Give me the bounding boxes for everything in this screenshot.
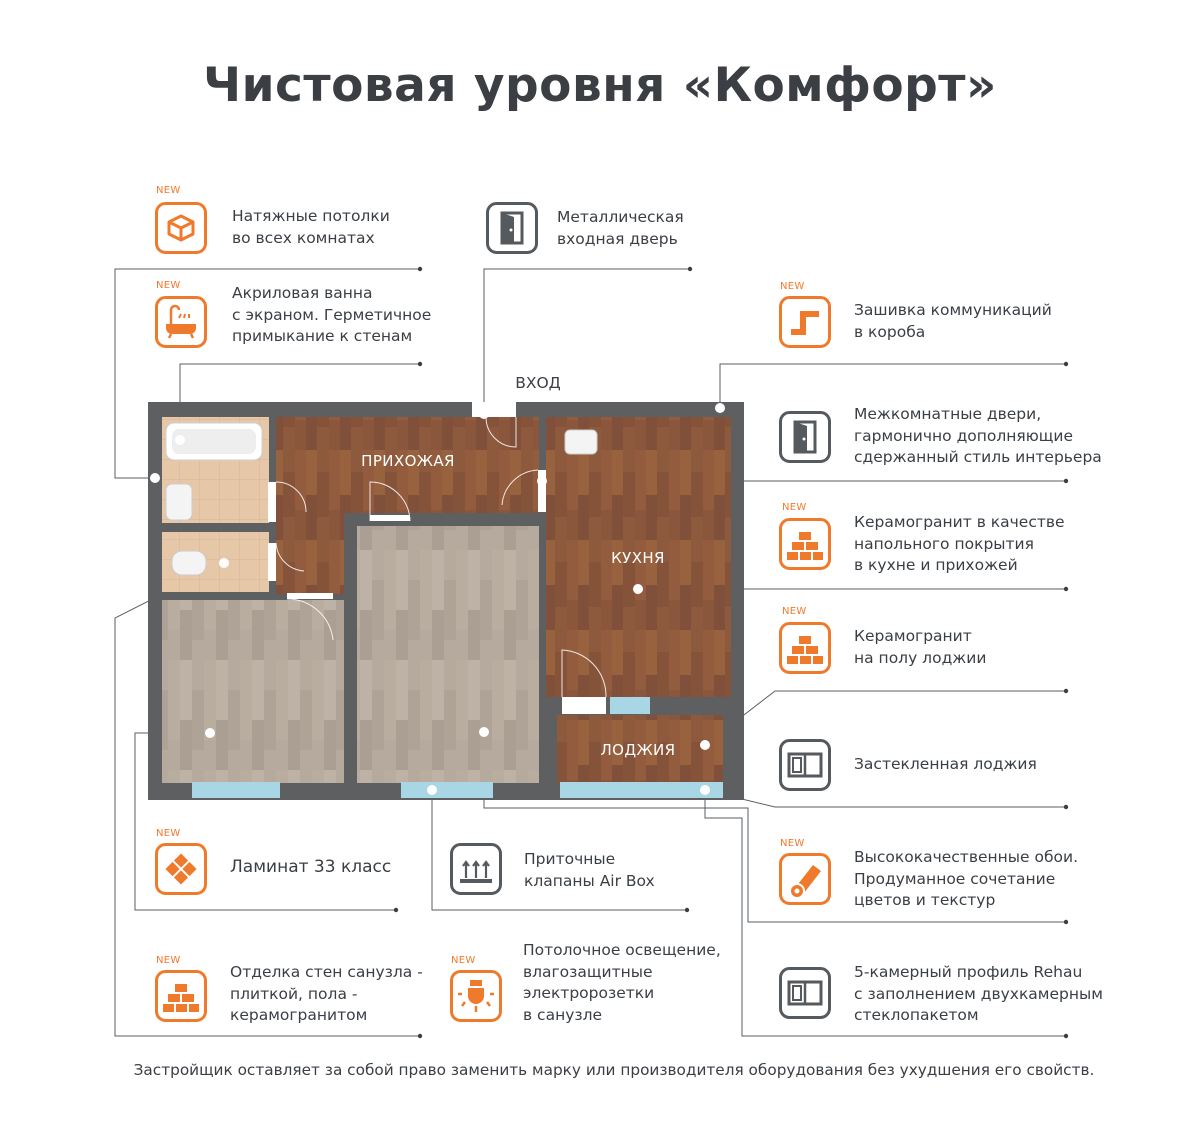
ceiling-icon: [155, 202, 207, 254]
new-badge: NEW: [156, 955, 181, 966]
room-label-kitchen: КУХНЯ: [611, 549, 665, 567]
air-valve-icon: [450, 843, 502, 895]
feature-text-line: Высококачественные обои.: [854, 848, 1078, 866]
tiles-icon: [155, 970, 207, 1022]
new-badge: NEW: [451, 955, 476, 966]
new-badge: NEW: [780, 838, 805, 849]
feature-text-line: Приточные: [524, 850, 616, 868]
room-middle-floor: [357, 526, 539, 783]
new-badge: NEW: [156, 185, 181, 196]
entrance-door: [472, 402, 516, 417]
feature-text-line: плиткой, пола -: [230, 984, 358, 1003]
feature-text-line: Керамогранит: [854, 627, 972, 645]
feature-text-line: напольного покрытия: [854, 534, 1034, 553]
feature-text-line: Зашивка коммуникаций: [854, 301, 1052, 319]
door-icon: [486, 202, 538, 254]
light-bulb-icon: [450, 970, 502, 1022]
door-icon: [779, 411, 831, 463]
feature-text-line: гармонично дополняющие: [854, 426, 1074, 445]
laminate-icon: [155, 843, 207, 895]
feature-text-line: 5-камерный профиль Rehau: [854, 963, 1083, 981]
sink-fixture: [166, 484, 192, 520]
room-left-floor: [162, 600, 344, 783]
toilet-door: [268, 543, 276, 581]
feature-text-line: в кухне и прихожей: [854, 556, 1018, 574]
feature-text-line: в короба: [854, 322, 926, 341]
feature-text-line: на полу лоджии: [854, 648, 987, 667]
page-title: Чистовая уровня «Комфорт»: [203, 58, 997, 113]
feature-text-line: с заполнением двухкамерным: [854, 984, 1103, 1003]
feature-text-line: входная дверь: [557, 229, 678, 248]
room-door-middle: [370, 515, 410, 521]
feature-text-line: Акриловая ванна: [232, 284, 373, 302]
feature-text-line: Ламинат 33 класс: [230, 857, 392, 877]
new-badge: NEW: [782, 502, 807, 513]
loggia-door: [562, 697, 606, 714]
feature-text-line: Продуманное сочетание: [854, 869, 1056, 888]
disclaimer-footer: Застройщик оставляет за собой право заменить марку или производителя оборудования без ухудшения его свойств.: [133, 1061, 1095, 1079]
feature-text-line: влагозащитные: [523, 962, 653, 981]
feature-text-line: Натяжные потолки: [232, 207, 390, 225]
window-middle: [401, 782, 493, 798]
feature-text-line: стеклопакетом: [854, 1006, 979, 1024]
feature-text-line: Межкомнатные двери,: [854, 405, 1042, 423]
room-label-hall: ПРИХОЖАЯ: [361, 452, 455, 470]
hall-corridor-floor: [276, 513, 344, 594]
bathtub-icon: [155, 296, 207, 348]
window-left: [192, 782, 280, 798]
entrance-label: ВХОД: [515, 374, 561, 392]
feature-text-line: с экраном. Герметичное: [232, 305, 432, 324]
feature-text-line: электророзетки: [523, 984, 655, 1002]
feature-text-line: Потолочное освещение,: [523, 941, 721, 959]
pipe-boxing-icon: [779, 296, 831, 348]
feature-text-line: клапаны Air Box: [524, 871, 655, 890]
new-badge: NEW: [156, 828, 181, 839]
window-icon: [779, 967, 831, 1019]
feature-text-line: в санузле: [523, 1005, 603, 1024]
new-badge: NEW: [782, 606, 807, 617]
toilet-fixture: [172, 551, 206, 575]
bathroom-door: [268, 482, 276, 522]
window-kitchen: [610, 697, 650, 714]
wallpaper-roll-icon: [779, 853, 831, 905]
room-label-loggia: ЛОДЖИЯ: [600, 741, 676, 759]
new-badge: NEW: [780, 281, 805, 292]
room-door-left: [287, 593, 333, 599]
window-loggia: [560, 782, 723, 798]
window-icon: [779, 739, 831, 791]
tiles-icon: [779, 622, 831, 674]
new-badge: NEW: [156, 280, 181, 291]
feature-text-line: керамогранитом: [230, 1006, 368, 1024]
feature-text-line: Отделка стен санузла -: [230, 963, 423, 981]
feature-text-line: Застекленная лоджия: [854, 755, 1037, 773]
feature-text-line: Металлическая: [557, 208, 684, 226]
tiles-icon: [779, 518, 831, 570]
kitchen-sink-fixture: [565, 430, 597, 454]
feature-text-line: цветов и текстур: [854, 891, 996, 909]
feature-text-line: примыкание к стенам: [232, 327, 413, 345]
feature-text-line: во всех комнатах: [232, 228, 375, 247]
feature-text-line: Керамогранит в качестве: [854, 513, 1065, 531]
feature-text-line: сдержанный стиль интерьера: [854, 448, 1102, 466]
